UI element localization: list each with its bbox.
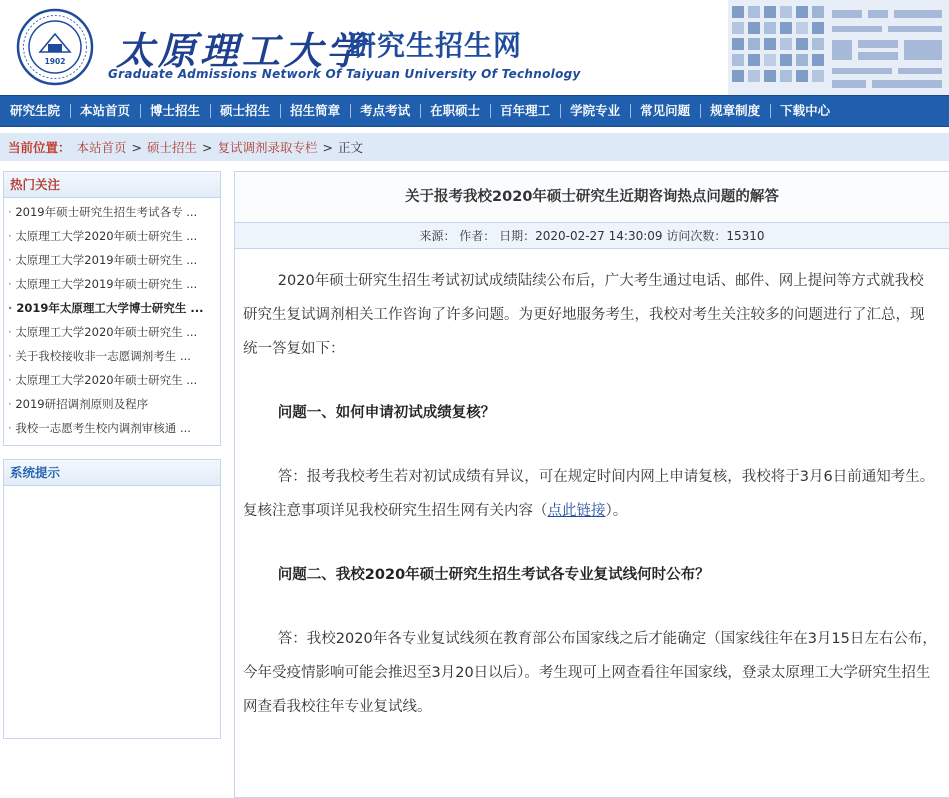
answer-1-text: 答：报考我校考生若对初试成绩有异议，可在规定时间内网上申请复核，我校将于3月6日前通知考生。复核注意事项详见我校研究生招生网有关内容（	[243, 469, 935, 519]
breadcrumb-separator: >	[131, 139, 143, 155]
list-item[interactable]: · 2019年硕士研究生招生考试各专 ...	[4, 200, 220, 224]
breadcrumb-label: 当前位置：	[8, 140, 71, 155]
system-tips-title: 系统提示	[4, 460, 220, 486]
nav-item-centennial[interactable]: 百年理工	[490, 95, 560, 127]
nav-item-admission-brochure[interactable]: 招生简章	[280, 95, 350, 127]
site-name-english: Graduate Admissions Network Of Taiyuan University Of Technology	[108, 67, 581, 81]
list-item[interactable]: · 2019研招调剂原则及程序	[4, 392, 220, 416]
list-item[interactable]: · 太原理工大学2020年硕士研究生 ...	[4, 368, 220, 392]
nav-item-faq[interactable]: 常见问题	[630, 95, 700, 127]
list-item[interactable]: · 2019年太原理工大学博士研究生 ...	[4, 296, 220, 320]
system-tips-panel	[3, 459, 221, 739]
university-calligraphy-logo: 太原理工大学	[116, 28, 369, 73]
breadcrumb	[0, 133, 949, 161]
nav-item-doctoral-admissions[interactable]: 博士招生	[140, 95, 210, 127]
hot-topics-list	[4, 198, 220, 440]
article-panel	[234, 171, 949, 798]
site-name: 研究生招生网	[348, 29, 523, 62]
nav-item-colleges-majors[interactable]: 学院专业	[560, 95, 630, 127]
answer-1-tail: ）。	[605, 503, 628, 519]
header-decorative-grid	[728, 0, 949, 95]
seal-year: 1902	[44, 57, 66, 66]
list-item[interactable]: · 太原理工大学2019年硕士研究生 ...	[4, 248, 220, 272]
article-intro: 2020年硕士研究生招生考试初试成绩陆续公布后，广大考生通过电话、邮件、网上提问等方式就我校研究生复试调剂相关工作咨询了许多问题。为更好地服务考生，我校对考生关注较多的问题进行了汇总，现统一答复如下：	[243, 273, 925, 357]
article-body	[235, 249, 949, 724]
breadcrumb-link-home[interactable]: 本站首页	[76, 140, 127, 155]
breadcrumb-separator: >	[202, 139, 213, 155]
nav-item-home[interactable]: 本站首页	[70, 95, 140, 127]
hot-topics-title: 热门关注	[4, 172, 220, 198]
list-item[interactable]: · 关于我校接收非一志愿调剂考生 ...	[4, 344, 220, 368]
breadcrumb-separator: >	[322, 139, 334, 155]
click-here-link[interactable]: 点此链接	[547, 503, 606, 519]
question-1: 问题一、如何申请初试成绩复核？	[277, 405, 496, 421]
university-seal-logo[interactable]	[16, 8, 94, 86]
hot-topics-panel	[3, 171, 221, 446]
site-header	[0, 0, 949, 95]
nav-item-exam-sites[interactable]: 考点考试	[350, 95, 420, 127]
breadcrumb-link-retest-column[interactable]: 复试调剂录取专栏	[217, 140, 318, 155]
list-item[interactable]: · 太原理工大学2020年硕士研究生 ...	[4, 320, 220, 344]
breadcrumb-current: 正文	[338, 140, 364, 155]
nav-item-graduate-school[interactable]: 研究生院	[10, 103, 61, 118]
article-title: 关于报考我校2020年硕士研究生近期咨询热点问题的解答	[235, 172, 949, 223]
nav-item-regulations[interactable]: 规章制度	[700, 95, 770, 127]
list-item[interactable]: · 太原理工大学2019年硕士研究生 ...	[4, 272, 220, 296]
main-nav	[0, 95, 949, 127]
answer-1	[243, 460, 937, 528]
nav-item-downloads[interactable]: 下载中心	[770, 95, 840, 127]
nav-item-master-admissions[interactable]: 硕士招生	[210, 95, 280, 127]
list-item[interactable]: · 太原理工大学2020年硕士研究生 ...	[4, 224, 220, 248]
nav-item-in-service-master[interactable]: 在职硕士	[420, 95, 490, 127]
list-item[interactable]: · 我校一志愿考生校内调剂审核通 ...	[4, 416, 220, 440]
answer-2: 答：我校2020年各专业复试线须在教育部公布国家线之后才能确定（国家线往年在3月15日左右公布，今年受疫情影响可能会推迟至3月20日以后）。考生现可上网查看往年国家线，登录太原理工大学研究生招生网查看我校往年专业复试线。	[243, 631, 937, 715]
article-meta: 来源： 作者： 日期：2020-02-27 14:30:09 访问次数：15310	[235, 223, 949, 249]
breadcrumb-link-master-admissions[interactable]: 硕士招生	[147, 140, 198, 155]
question-2: 问题二、我校2020年硕士研究生招生考试各专业复试线何时公布？	[277, 567, 710, 583]
